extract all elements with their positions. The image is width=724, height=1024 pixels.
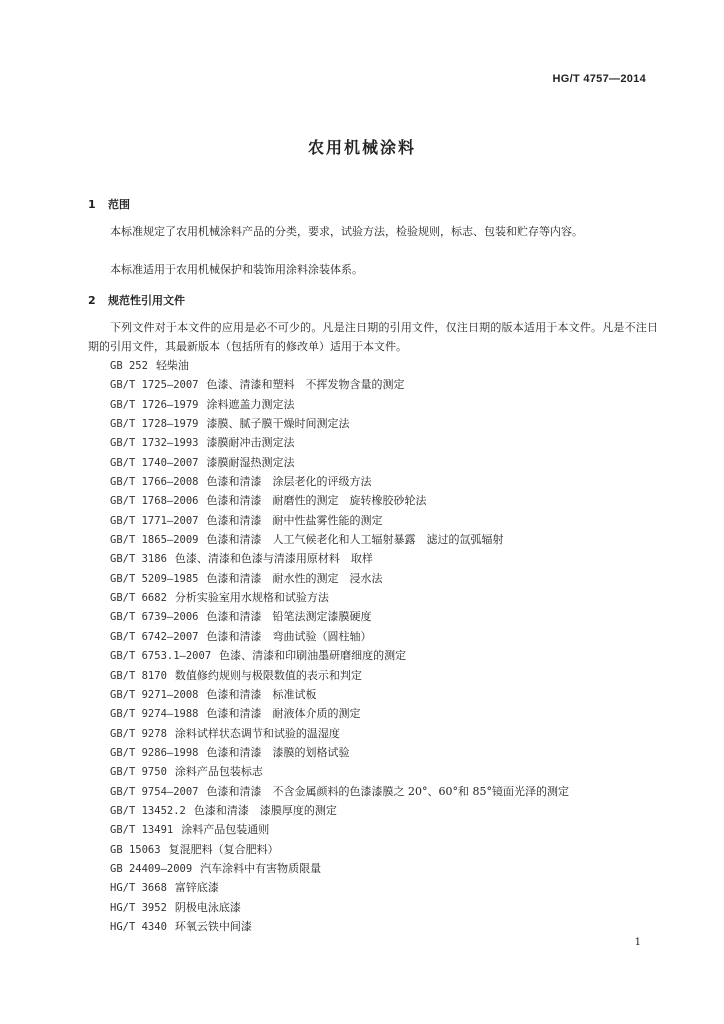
- reference-item: [110, 511, 569, 530]
- reference-title: 色漆和清漆 漆膜的划格试验: [206, 745, 350, 759]
- reference-item: [110, 724, 569, 743]
- reference-code: GB 24409—2009: [110, 862, 193, 875]
- reference-item: [110, 917, 569, 936]
- reference-item: [110, 356, 569, 375]
- reference-title: 漆膜、腻子膜干燥时间测定法: [206, 417, 350, 431]
- reference-code: HG/T 4340: [110, 920, 167, 933]
- section-1-heading: [88, 196, 130, 212]
- reference-code: GB/T 9274—1988: [110, 708, 199, 721]
- reference-code: GB 15063: [110, 843, 161, 856]
- reference-title: 分析实验室用水规格和试验方法: [174, 591, 329, 605]
- reference-item: [110, 646, 569, 665]
- reference-item: [110, 898, 569, 917]
- reference-code: GB/T 1725—2007: [110, 379, 199, 392]
- reference-item: [110, 666, 569, 685]
- section-number: 1: [88, 198, 96, 211]
- reference-title: 色漆和清漆 耐水性的测定 浸水法: [206, 571, 383, 585]
- reference-code: GB/T 1726—1979: [110, 398, 199, 411]
- reference-code: GB/T 13452.2: [110, 804, 186, 817]
- reference-item: [110, 627, 569, 646]
- reference-code: GB/T 1740—2007: [110, 456, 199, 469]
- reference-item: [110, 472, 569, 491]
- section-1-paragraph-1: 本标准规定了农用机械涂料产品的分类，要求，试验方法，检验规则，标志、包装和贮存等内容。: [110, 225, 583, 238]
- reference-code: GB/T 8170: [110, 669, 167, 682]
- reference-item: [110, 743, 569, 762]
- section-2-paragraph-1: 下列文件对于本文件的应用是必不可少的。凡是注日期的引用文件，仅注日期的版本适用于本文件。凡是不注日期的引用文件，其最新版本（包括所有的修改单）适用于本文件。: [88, 321, 658, 353]
- reference-title: 富锌底漆: [174, 881, 219, 895]
- reference-item: [110, 878, 569, 897]
- reference-code: GB/T 6753.1—2007: [110, 650, 212, 663]
- reference-code: GB/T 13491: [110, 824, 174, 837]
- standard-number: HG/T 4757—2014: [552, 73, 646, 85]
- reference-code: GB/T 1766—2008: [110, 476, 199, 489]
- reference-title: 色漆和清漆 耐磨性的测定 旋转橡胶砂轮法: [206, 494, 427, 508]
- reference-title: 汽车涂料中有害物质限量: [200, 861, 322, 875]
- reference-item: [110, 395, 569, 414]
- reference-item: [110, 433, 569, 452]
- section-title: 规范性引用文件: [108, 294, 185, 307]
- section-1-paragraph-2: 本标准适用于农用机械保护和装饰用涂料涂装体系。: [110, 263, 363, 276]
- reference-title: 色漆、清漆和印刷油墨研磨细度的测定: [219, 649, 407, 663]
- reference-item: [110, 549, 569, 568]
- reference-title: 色漆和清漆 不含金属颜料的色漆漆膜之 20°、60°和 85°镜面光泽的测定: [206, 784, 569, 798]
- reference-item: [110, 801, 569, 820]
- reference-item: [110, 685, 569, 704]
- reference-title: 涂料产品包装标志: [174, 765, 263, 779]
- reference-code: GB/T 3186: [110, 553, 167, 566]
- reference-title: 涂料遮盖力测定法: [206, 397, 295, 411]
- reference-title: 轻柴油: [155, 359, 189, 372]
- reference-title: 复混肥料（复合肥料）: [168, 842, 279, 856]
- reference-item: [110, 414, 569, 433]
- section-title: 范围: [108, 198, 130, 211]
- reference-code: GB/T 9271—2008: [110, 688, 199, 701]
- reference-item: [110, 762, 569, 781]
- reference-code: GB/T 1771—2007: [110, 514, 199, 527]
- reference-item: [110, 782, 569, 801]
- document-title: 农用机械涂料: [307, 138, 416, 157]
- reference-item: [110, 859, 569, 878]
- reference-title: 色漆和清漆 涂层老化的评级方法: [206, 475, 372, 489]
- reference-title: 色漆和清漆 漆膜厚度的测定: [193, 803, 337, 817]
- reference-code: HG/T 3952: [110, 901, 167, 914]
- reference-title: 色漆和清漆 铅笔法测定漆膜硬度: [206, 610, 372, 624]
- reference-list: [110, 356, 569, 936]
- reference-title: 阴极电泳底漆: [174, 900, 241, 914]
- reference-title: 色漆和清漆 人工气候老化和人工辐射暴露 滤过的氙弧辐射: [206, 533, 504, 547]
- reference-title: 色漆、清漆和色漆与清漆用原材料 取样: [174, 552, 373, 566]
- reference-code: GB/T 9278: [110, 727, 167, 740]
- reference-title: 数值修约规则与极限数值的表示和判定: [174, 668, 362, 682]
- reference-item: [110, 704, 569, 723]
- reference-title: 色漆和清漆 标准试板: [206, 687, 317, 701]
- reference-title: 环氧云铁中间漆: [174, 919, 252, 933]
- reference-title: 涂料试样状态调节和试验的温湿度: [174, 726, 340, 740]
- reference-code: GB/T 1728—1979: [110, 418, 199, 431]
- reference-code: GB/T 9286—1998: [110, 746, 199, 759]
- reference-title: 色漆和清漆 弯曲试验（圆柱轴）: [206, 629, 372, 643]
- reference-item: [110, 491, 569, 510]
- reference-code: GB/T 1865—2009: [110, 534, 199, 547]
- reference-code: GB/T 1768—2006: [110, 495, 199, 508]
- reference-item: [110, 588, 569, 607]
- reference-title: 色漆和清漆 耐液体介质的测定: [206, 707, 361, 721]
- reference-item: [110, 820, 569, 839]
- reference-title: 色漆、清漆和塑料 不挥发物含量的测定: [206, 378, 405, 392]
- reference-code: HG/T 3668: [110, 882, 167, 895]
- reference-item: [110, 375, 569, 394]
- reference-code: GB/T 6742—2007: [110, 630, 199, 643]
- reference-code: GB/T 6739—2006: [110, 611, 199, 624]
- page-number: 1: [634, 937, 641, 948]
- reference-code: GB/T 5209—1985: [110, 572, 199, 585]
- section-2-heading: [88, 292, 185, 308]
- reference-title: 漆膜耐冲击测定法: [206, 436, 295, 450]
- reference-item: [110, 530, 569, 549]
- reference-code: GB/T 1732—1993: [110, 437, 199, 450]
- reference-code: GB 252: [110, 360, 148, 372]
- reference-title: 涂料产品包装通则: [181, 823, 270, 837]
- reference-code: GB/T 6682: [110, 592, 167, 605]
- reference-code: GB/T 9750: [110, 766, 167, 779]
- reference-item: [110, 569, 569, 588]
- reference-title: 漆膜耐湿热测定法: [206, 455, 295, 469]
- reference-item: [110, 840, 569, 859]
- section-number: 2: [88, 294, 96, 307]
- reference-title: 色漆和清漆 耐中性盐雾性能的测定: [206, 513, 383, 527]
- reference-item: [110, 453, 569, 472]
- reference-item: [110, 607, 569, 626]
- reference-code: GB/T 9754—2007: [110, 785, 199, 798]
